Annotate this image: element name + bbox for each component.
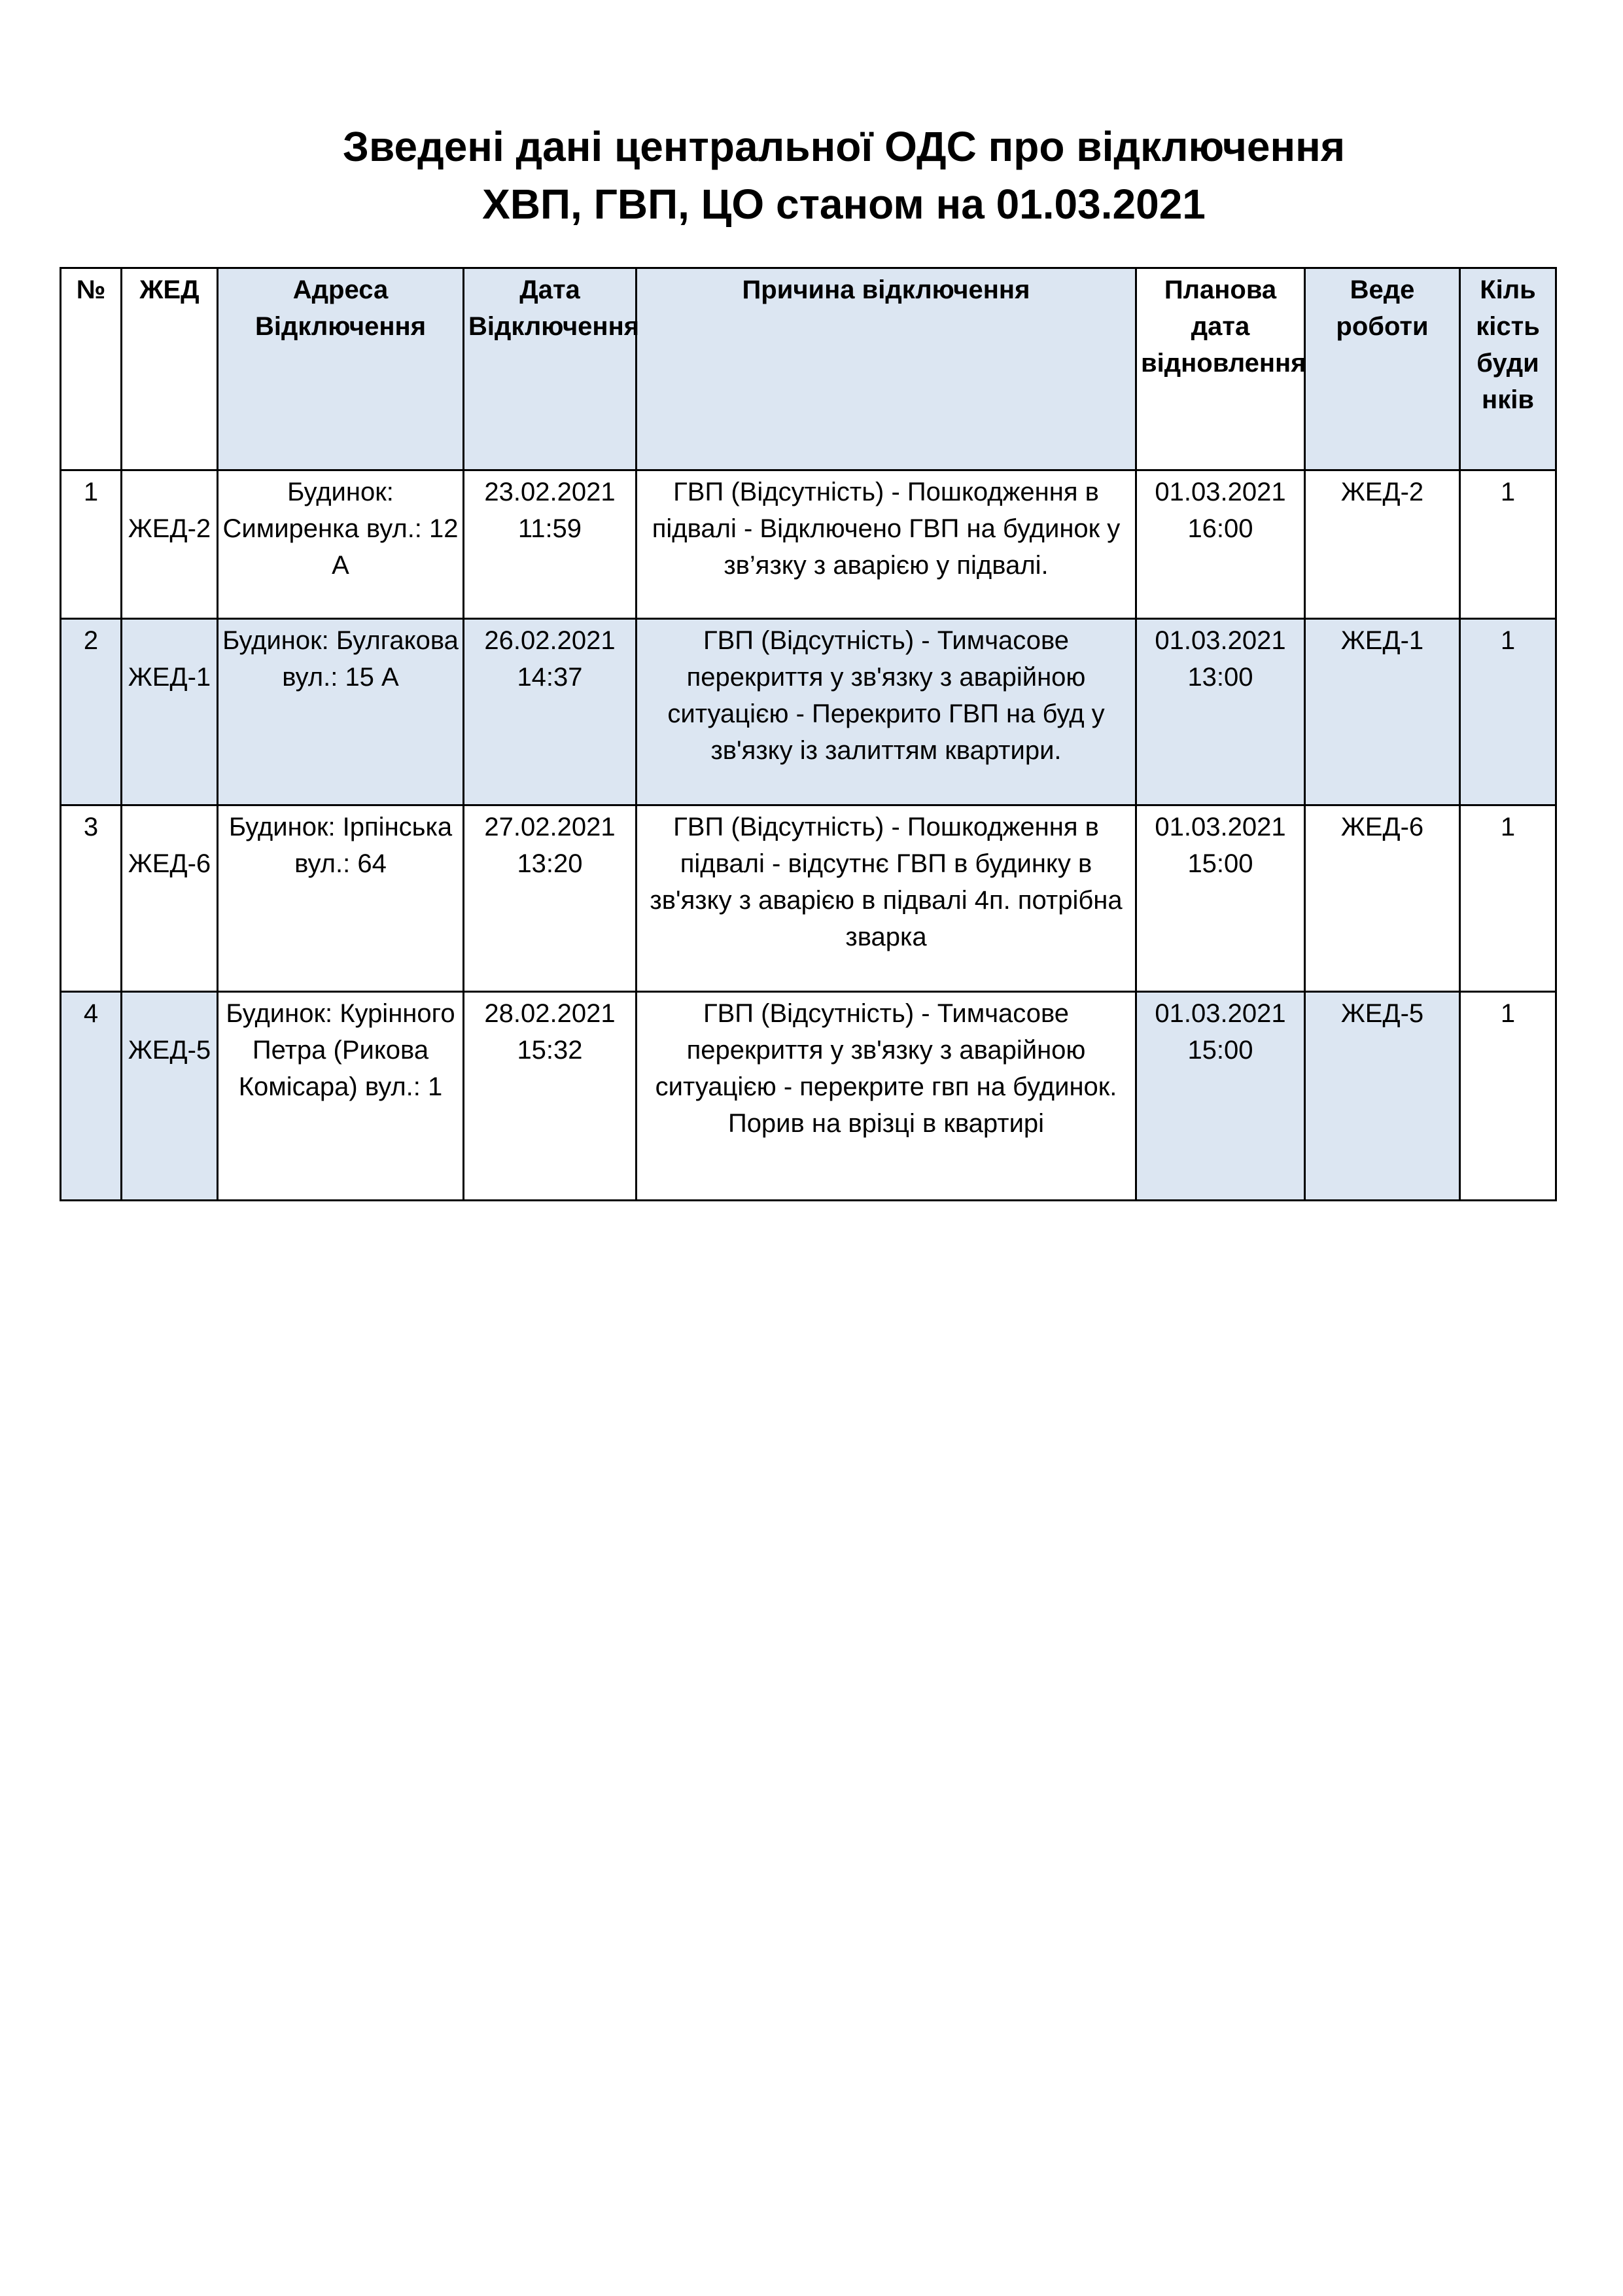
cell-works: ЖЕД-2: [1305, 470, 1460, 619]
cell-planned: 01.03.2021 15:00: [1136, 805, 1305, 992]
cell-date-off: 26.02.2021 14:37: [464, 619, 637, 805]
cell-address: Будинок: Булгакова вул.: 15 А: [218, 619, 464, 805]
header-works: Веде роботи: [1305, 268, 1460, 470]
table-header-row: [61, 268, 1556, 470]
header-reason: Причина відключення: [637, 268, 1136, 470]
cell-zhed: ЖЕД-2: [122, 470, 218, 619]
cell-count: 1: [1460, 619, 1556, 805]
cell-planned: 01.03.2021 13:00: [1136, 619, 1305, 805]
cell-date-off: 28.02.2021 15:32: [464, 992, 637, 1201]
cell-count: 1: [1460, 805, 1556, 992]
header-planned: Планова дата відновлення: [1136, 268, 1305, 470]
table-row: [61, 619, 1556, 805]
header-date-off: Дата Відключення: [464, 268, 637, 470]
cell-zhed: ЖЕД-1: [122, 619, 218, 805]
cell-num: 4: [61, 992, 122, 1201]
cell-count: 1: [1460, 992, 1556, 1201]
header-zhed: ЖЕД: [122, 268, 218, 470]
header-count: Кіль кість буди нків: [1460, 268, 1556, 470]
document-title: [321, 118, 1367, 233]
cell-date-off: 23.02.2021 11:59: [464, 470, 637, 619]
table-row: [61, 805, 1556, 992]
cell-address: Будинок: Ірпінська вул.: 64: [218, 805, 464, 992]
header-num: №: [61, 268, 122, 470]
cell-works: ЖЕД-5: [1305, 992, 1460, 1201]
cell-planned: 01.03.2021 16:00: [1136, 470, 1305, 619]
cell-works: ЖЕД-1: [1305, 619, 1460, 805]
cell-address: Будинок: Курінного Петра (Рикова Комісара) вул.: 1: [218, 992, 464, 1201]
title-line-2: ХВП, ГВП, ЦО станом на 01.03.2021: [482, 181, 1206, 228]
cell-reason: ГВП (Відсутність) - Пошкодження в підвалі - відсутнє ГВП в будинку в зв'язку з аварією в підвалі 4п. потрібна зварка: [637, 805, 1136, 992]
cell-works: ЖЕД-6: [1305, 805, 1460, 992]
title-line-1: Зведені дані центральної ОДС про відключення: [342, 123, 1346, 170]
table-row: [61, 470, 1556, 619]
outage-table: [60, 267, 1557, 1201]
cell-num: 1: [61, 470, 122, 619]
cell-num: 3: [61, 805, 122, 992]
cell-num: 2: [61, 619, 122, 805]
cell-reason: ГВП (Відсутність) - Тимчасове перекриття у зв'язку з аварійною ситуацією - Перекрито ГВП на буд у зв'язку із залиттям квартири.: [637, 619, 1136, 805]
table-row: [61, 992, 1556, 1201]
cell-count: 1: [1460, 470, 1556, 619]
cell-address: Будинок: Симиренка вул.: 12 А: [218, 470, 464, 619]
cell-zhed: ЖЕД-5: [122, 992, 218, 1201]
cell-planned: 01.03.2021 15:00: [1136, 992, 1305, 1201]
cell-zhed: ЖЕД-6: [122, 805, 218, 992]
cell-reason: ГВП (Відсутність) - Пошкодження в підвалі - Відключено ГВП на будинок у зв’язку з аварією у підвалі.: [637, 470, 1136, 619]
cell-reason: ГВП (Відсутність) - Тимчасове перекриття у зв'язку з аварійною ситуацією - перекрите гвп на будинок. Порив на врізці в квартирі: [637, 992, 1136, 1201]
cell-date-off: 27.02.2021 13:20: [464, 805, 637, 992]
header-address: Адреса Відключення: [218, 268, 464, 470]
